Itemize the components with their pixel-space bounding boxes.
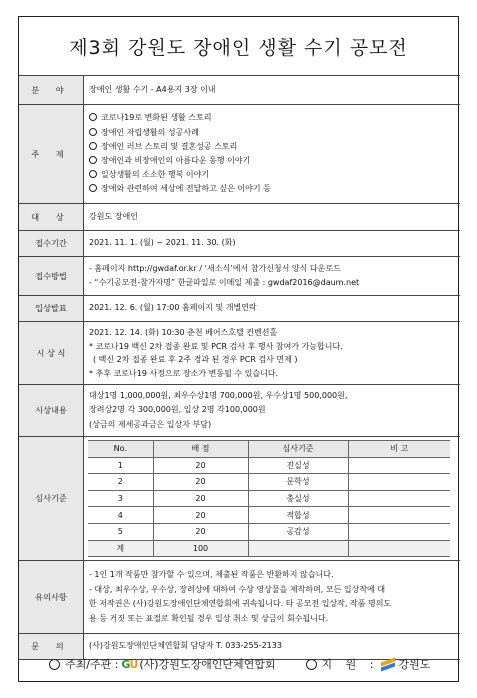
method-line: - 홈페이지 http://gwdaf.or.kr / ‘새소식’에서 참가신청서 양식 다운로드 [89, 263, 341, 273]
value-target: 강원도 장애인 [84, 204, 461, 231]
row-awards [19, 385, 460, 437]
row-score: 20 [153, 490, 248, 507]
awards-line: (상금의 제세공과금은 입상자 부담) [89, 419, 212, 429]
notes-line: - 1인 1개 작품만 참가할 수 있으며, 제출된 작품은 반환하지 않습니다. [89, 570, 334, 580]
notes-line: 한 저작권은 (사)강원도장애인단체연합회에 귀속됩니다. 타 공모전 입상작, 작품 명의도 [89, 599, 392, 609]
topic-item: 코로나19로 변화된 생활 스토리 [89, 111, 455, 125]
circle-icon [89, 156, 97, 164]
total-criterion [248, 540, 348, 557]
row-no: 2 [88, 474, 153, 491]
circle-icon [89, 142, 97, 150]
row-criterion: 충실성 [248, 490, 348, 507]
organizer-name: (사)강원도장애인단체연합회 [139, 658, 276, 671]
row-criterion: 진실성 [248, 457, 348, 474]
table-row [88, 490, 450, 507]
circle-icon [89, 184, 97, 192]
topic-item: 일상생활의 소소한 행복 이야기 [89, 168, 455, 182]
topic-item: 장애와 관련하여 세상에 전달하고 싶은 이야기 등 [89, 182, 455, 196]
ceremony-lines [84, 322, 461, 385]
header-criterion: 심사기준 [248, 441, 348, 458]
header-note: 비 고 [348, 441, 450, 458]
row-topic [19, 105, 460, 204]
row-no: 5 [88, 523, 153, 540]
row-no: 3 [88, 490, 153, 507]
judging-header [88, 441, 450, 458]
topic-list [84, 105, 461, 204]
header-score: 배 점 [153, 441, 248, 458]
gangwon-logo-icon [381, 658, 395, 670]
label-announce: 입상발표 [19, 296, 84, 322]
gu-logo-icon: GU [121, 657, 138, 671]
row-period [19, 231, 460, 257]
method-line: - “수기공모전-참가자명” 한글파일로 이메일 제출 : gwdaf2016@daum.net [89, 278, 360, 287]
table-row-total [88, 540, 450, 557]
row-note [348, 457, 450, 474]
table-row [88, 457, 450, 474]
row-no: 1 [88, 457, 153, 474]
row-score: 20 [153, 523, 248, 540]
row-note [348, 523, 450, 540]
label-period: 접수기간 [19, 231, 84, 257]
table-row [88, 523, 450, 540]
value-period: 2021. 11. 1. (월) ~ 2021. 11. 30. (화) [84, 231, 461, 257]
row-target [19, 204, 460, 231]
row-judging [19, 437, 460, 561]
awards-line: 장려상2명 각 300,000원, 입상 2명 각100,000원 [89, 405, 266, 415]
footer [19, 647, 458, 681]
table-row [88, 507, 450, 524]
table-row [88, 474, 450, 491]
header-no: No. [88, 441, 153, 458]
row-note [348, 507, 450, 524]
page-title: 제3회 강원도 장애인 생활 수기 공모전 [19, 17, 458, 76]
row-score: 20 [153, 457, 248, 474]
topic-item: 장애인과 비장애인의 아름다운 동행 이야기 [89, 154, 455, 168]
ceremony-line: ( 백신 2차 접종 완료 후 2주 경과 된 경우 PCR 검사 면제 ) [93, 355, 298, 364]
circle-icon [306, 659, 317, 670]
notes-line: 용 등 거짓 또는 표절로 확인될 경우 입상 취소 및 상금이 회수됩니다. [89, 613, 329, 623]
topic-item: 장애인 러브 스토리 및 결혼성공 스토리 [89, 140, 455, 154]
value-field: 장애인 생활 수기 - A4용지 3장 이내 [84, 76, 461, 105]
total-note [348, 540, 450, 557]
topic-item: 장애인 자립생활의 성공사례 [89, 126, 455, 140]
row-announce [19, 296, 460, 322]
organizer [49, 656, 276, 672]
label-judging: 심사기준 [19, 437, 84, 561]
label-awards: 시상내용 [19, 385, 84, 437]
row-no: 4 [88, 507, 153, 524]
row-score: 20 [153, 507, 248, 524]
row-criterion: 문학성 [248, 474, 348, 491]
row-notes [19, 561, 460, 634]
judging-cell [84, 437, 461, 561]
label-notes: 유의사항 [19, 561, 84, 634]
sponsor-label: 지 원 : [321, 658, 374, 671]
row-criterion: 적합성 [248, 507, 348, 524]
notes-lines [84, 561, 461, 634]
ceremony-line: * 코로나19 백신 2차 접종 완료 및 PCR 검사 후 행사 참여가 가능합니다. [89, 341, 343, 351]
row-score: 20 [153, 474, 248, 491]
row-note [348, 490, 450, 507]
row-method [19, 257, 460, 296]
row-ceremony [19, 322, 460, 385]
total-label: 계 [88, 540, 153, 557]
label-method: 접수방법 [19, 257, 84, 296]
row-field [19, 76, 460, 105]
circle-icon [89, 170, 97, 178]
label-topic: 주 제 [19, 105, 84, 204]
circle-icon [49, 659, 60, 670]
ceremony-line: * 추후 코로나19 사정으로 장소가 변동될 수 있습니다. [89, 368, 279, 378]
value-announce: 2021. 12. 6. (월) 17:00 홈페이지 및 개별연락 [84, 296, 461, 322]
circle-icon [89, 113, 97, 121]
label-contact: 문 의 [19, 634, 84, 660]
sponsor-name: 강원도 [398, 658, 431, 671]
label-target: 대 상 [19, 204, 84, 231]
value-contact: (사)강원도장애인단체연합회 담당자 T. 033-255-2133 [84, 634, 461, 660]
poster-frame [18, 16, 459, 682]
row-criterion: 공감성 [248, 523, 348, 540]
label-ceremony: 시 상 식 [19, 322, 84, 385]
total-score: 100 [153, 540, 248, 557]
sponsor [306, 656, 431, 672]
notes-line: - 대상, 최우수상, 우수상, 장려상에 대하여 수상 영상물을 제작하며, 모든 입상작에 대 [89, 584, 386, 594]
awards-lines [84, 385, 461, 437]
awards-line: 대상1명 1,000,000원, 최우수상1명 700,000원, 우수상1명 500,000원, [89, 390, 348, 400]
info-table [19, 75, 460, 660]
circle-icon [89, 128, 97, 136]
judging-table [88, 440, 450, 557]
ceremony-line: 2021. 12. 14. (화) 10:30 춘천 베어스호텔 컨벤션홀 [89, 328, 278, 337]
method-lines [84, 257, 461, 296]
row-note [348, 474, 450, 491]
organizer-label: 주최/주관 : [65, 658, 119, 671]
label-field: 분 야 [19, 76, 84, 105]
